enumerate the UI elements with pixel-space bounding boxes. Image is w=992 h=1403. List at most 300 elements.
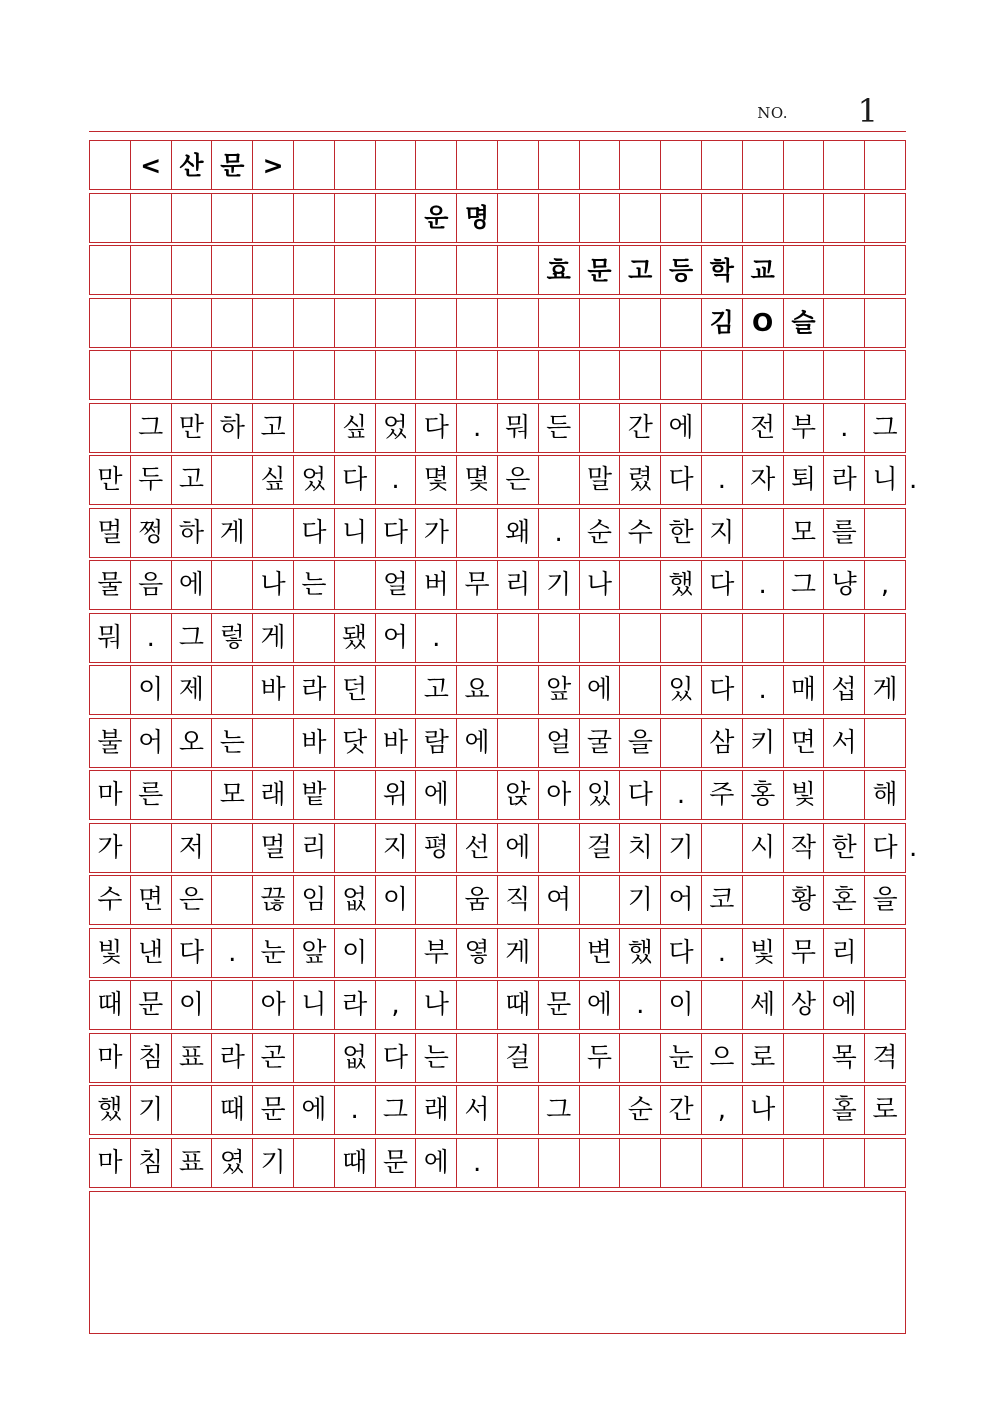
- manuscript-cell: 나: [253, 561, 294, 609]
- manuscript-cell: 끊: [253, 876, 294, 924]
- manuscript-cell: 었: [294, 456, 335, 504]
- manuscript-cell: 명: [457, 194, 498, 242]
- manuscript-cell: [498, 719, 539, 767]
- manuscript-cell: 굴: [580, 719, 621, 767]
- manuscript-cell: [294, 1034, 335, 1082]
- manuscript-cell: [294, 299, 335, 347]
- manuscript-cell: 를: [824, 509, 865, 557]
- overflow-punctuation: .: [909, 832, 918, 863]
- manuscript-cell: [865, 246, 906, 294]
- manuscript-cell: [661, 141, 702, 189]
- manuscript-cell: 제: [172, 666, 213, 714]
- manuscript-cell: 위: [376, 771, 417, 819]
- manuscript-row: [89, 508, 906, 558]
- manuscript-row: [89, 823, 918, 873]
- manuscript-cell: 표: [172, 1139, 213, 1187]
- manuscript-cell: [335, 299, 376, 347]
- manuscript-cell: [580, 1086, 621, 1134]
- manuscript-cell: 옇: [457, 929, 498, 977]
- manuscript-row: [89, 613, 906, 663]
- manuscript-cell: [784, 141, 825, 189]
- manuscript-cell: 해: [865, 771, 906, 819]
- manuscript-cell: [702, 194, 743, 242]
- manuscript-cell: [335, 351, 376, 399]
- manuscript-cell: [498, 194, 539, 242]
- manuscript-cell: 다: [865, 824, 906, 872]
- manuscript-cell: 아: [253, 981, 294, 1029]
- manuscript-cell: 그: [131, 404, 172, 452]
- manuscript-cell: 렸: [620, 456, 661, 504]
- manuscript-cell: 에: [580, 981, 621, 1029]
- manuscript-cell: [172, 1086, 213, 1134]
- manuscript-cell: 주: [702, 771, 743, 819]
- manuscript-cell: 간: [661, 1086, 702, 1134]
- manuscript-cell: 바: [253, 666, 294, 714]
- manuscript-cell: [539, 1034, 580, 1082]
- manuscript-cell: 침: [131, 1139, 172, 1187]
- manuscript-cell: [212, 456, 253, 504]
- manuscript-row: [89, 193, 906, 243]
- overflow-punctuation: .: [909, 465, 918, 495]
- manuscript-cell: 니: [294, 981, 335, 1029]
- manuscript-cell: 몇: [457, 456, 498, 504]
- manuscript-cell: [702, 141, 743, 189]
- manuscript-cell: [294, 404, 335, 452]
- manuscript-cell: 교: [743, 246, 784, 294]
- manuscript-cell: 든: [539, 404, 580, 452]
- manuscript-cell: [580, 141, 621, 189]
- manuscript-cell: [539, 824, 580, 872]
- manuscript-row: [89, 350, 906, 400]
- manuscript-cell: [90, 194, 131, 242]
- manuscript-row: [89, 875, 906, 925]
- manuscript-cell: 다: [620, 771, 661, 819]
- manuscript-cell: 문: [253, 1086, 294, 1134]
- manuscript-cell: [702, 614, 743, 662]
- manuscript-cell: [784, 1034, 825, 1082]
- manuscript-cell: 었: [376, 404, 417, 452]
- manuscript-cell: 이: [335, 929, 376, 977]
- manuscript-cell: 했: [90, 1086, 131, 1134]
- manuscript-cell: 여: [539, 876, 580, 924]
- manuscript-cell: 게: [253, 614, 294, 662]
- manuscript-cell: [457, 351, 498, 399]
- manuscript-cell: 래: [253, 771, 294, 819]
- manuscript-cell: 김: [702, 299, 743, 347]
- manuscript-cell: 표: [172, 1034, 213, 1082]
- manuscript-cell: 리: [294, 824, 335, 872]
- manuscript-cell: [90, 404, 131, 452]
- manuscript-cell: 어: [376, 614, 417, 662]
- manuscript-cell: 요: [457, 666, 498, 714]
- manuscript-cell: [212, 299, 253, 347]
- manuscript-cell: [539, 456, 580, 504]
- manuscript-cell: 버: [416, 561, 457, 609]
- manuscript-row: [89, 1033, 906, 1083]
- manuscript-cell: [498, 1139, 539, 1187]
- manuscript-cell: 산: [172, 141, 213, 189]
- manuscript-cell: 에: [416, 1139, 457, 1187]
- manuscript-cell: [212, 666, 253, 714]
- manuscript-cell: [620, 1139, 661, 1187]
- manuscript-cell: 이: [661, 981, 702, 1029]
- page-number-value: 1: [857, 92, 878, 130]
- manuscript-cell: 냥: [824, 561, 865, 609]
- manuscript-cell: [498, 141, 539, 189]
- manuscript-cell: [661, 1139, 702, 1187]
- manuscript-cell: 낸: [131, 929, 172, 977]
- manuscript-cell: 닷: [335, 719, 376, 767]
- manuscript-cell: 멀: [253, 824, 294, 872]
- manuscript-row: [89, 403, 906, 453]
- manuscript-cell: 다: [702, 666, 743, 714]
- manuscript-cell: .: [539, 509, 580, 557]
- manuscript-cell: 마: [90, 1034, 131, 1082]
- manuscript-cell: 니: [335, 509, 376, 557]
- manuscript-cell: [743, 614, 784, 662]
- manuscript-cell: 평: [416, 824, 457, 872]
- manuscript-cell: 오: [172, 719, 213, 767]
- manuscript-cell: 퇴: [784, 456, 825, 504]
- manuscript-cell: 에: [172, 561, 213, 609]
- manuscript-cell: [416, 141, 457, 189]
- manuscript-cell: 앞: [539, 666, 580, 714]
- manuscript-cell: [294, 194, 335, 242]
- manuscript-cell: [131, 299, 172, 347]
- manuscript-cell: 상: [784, 981, 825, 1029]
- manuscript-cell: 음: [131, 561, 172, 609]
- manuscript-cell: 몇: [416, 456, 457, 504]
- manuscript-cell: 다: [376, 1034, 417, 1082]
- manuscript-cell: [539, 1139, 580, 1187]
- manuscript-cell: 바: [376, 719, 417, 767]
- manuscript-cell: [580, 299, 621, 347]
- manuscript-cell: 아: [539, 771, 580, 819]
- manuscript-cell: 면: [784, 719, 825, 767]
- manuscript-cell: 부: [784, 404, 825, 452]
- manuscript-cell: 게: [498, 929, 539, 977]
- manuscript-cell: 임: [294, 876, 335, 924]
- manuscript-cell: 기: [620, 876, 661, 924]
- manuscript-cell: [131, 351, 172, 399]
- manuscript-cell: [335, 561, 376, 609]
- manuscript-cell: [457, 981, 498, 1029]
- manuscript-cell: 다: [335, 456, 376, 504]
- manuscript-cell: 그: [376, 1086, 417, 1134]
- manuscript-cell: 했: [661, 561, 702, 609]
- manuscript-cell: 무: [457, 561, 498, 609]
- manuscript-cell: 전: [743, 404, 784, 452]
- manuscript-cell: 얼: [376, 561, 417, 609]
- manuscript-cell: [743, 351, 784, 399]
- manuscript-cell: 래: [416, 1086, 457, 1134]
- manuscript-row: [89, 298, 906, 348]
- manuscript-cell: 작: [784, 824, 825, 872]
- manuscript-cell: [824, 1139, 865, 1187]
- manuscript-cell: 두: [580, 1034, 621, 1082]
- manuscript-cell: [212, 194, 253, 242]
- manuscript-cell: 모: [784, 509, 825, 557]
- manuscript-cell: [294, 141, 335, 189]
- manuscript-cell: 목: [824, 1034, 865, 1082]
- manuscript-cell: 슬: [784, 299, 825, 347]
- manuscript-cell: [539, 614, 580, 662]
- manuscript-cell: [212, 824, 253, 872]
- manuscript-cell: [376, 141, 417, 189]
- manuscript-cell: [294, 1139, 335, 1187]
- manuscript-cell: [620, 141, 661, 189]
- manuscript-cell: 말: [580, 456, 621, 504]
- manuscript-cell: [131, 824, 172, 872]
- manuscript-cell: 두: [131, 456, 172, 504]
- manuscript-cell: 어: [131, 719, 172, 767]
- manuscript-cell: 있: [661, 666, 702, 714]
- manuscript-cell: 람: [416, 719, 457, 767]
- manuscript-cell: [253, 299, 294, 347]
- manuscript-cell: 운: [416, 194, 457, 242]
- manuscript-cell: 바: [294, 719, 335, 767]
- manuscript-cell: 효: [539, 246, 580, 294]
- manuscript-cell: 하: [172, 509, 213, 557]
- manuscript-cell: 뭐: [90, 614, 131, 662]
- manuscript-cell: 선: [457, 824, 498, 872]
- manuscript-cell: [416, 246, 457, 294]
- manuscript-cell: 다: [376, 509, 417, 557]
- manuscript-cell: 물: [90, 561, 131, 609]
- manuscript-cell: 빛: [743, 929, 784, 977]
- manuscript-cell: 순: [620, 1086, 661, 1134]
- manuscript-cell: 움: [457, 876, 498, 924]
- manuscript-cell: 빛: [90, 929, 131, 977]
- manuscript-cell: [253, 246, 294, 294]
- manuscript-cell: 라: [294, 666, 335, 714]
- manuscript-cell: [824, 771, 865, 819]
- manuscript-cell: 로: [743, 1034, 784, 1082]
- manuscript-cell: [335, 824, 376, 872]
- manuscript-cell: [824, 194, 865, 242]
- manuscript-row: [89, 560, 906, 610]
- manuscript-cell: [865, 351, 906, 399]
- manuscript-cell: 지: [376, 824, 417, 872]
- manuscript-cell: 고: [172, 456, 213, 504]
- manuscript-cell: [661, 351, 702, 399]
- manuscript-cell: 른: [131, 771, 172, 819]
- manuscript-cell: 으: [702, 1034, 743, 1082]
- manuscript-cell: 학: [702, 246, 743, 294]
- manuscript-cell: 다: [661, 929, 702, 977]
- manuscript-cell: 간: [620, 404, 661, 452]
- manuscript-cell: 기: [661, 824, 702, 872]
- manuscript-cell: 나: [743, 1086, 784, 1134]
- manuscript-cell: [784, 1139, 825, 1187]
- manuscript-cell: 걸: [498, 1034, 539, 1082]
- manuscript-cell: 고: [253, 404, 294, 452]
- manuscript-cell: 다: [294, 509, 335, 557]
- manuscript-row: [89, 980, 906, 1030]
- manuscript-cell: 고: [416, 666, 457, 714]
- manuscript-cell: 다: [416, 404, 457, 452]
- manuscript-cell: <: [131, 141, 172, 189]
- manuscript-cell: 자: [743, 456, 784, 504]
- manuscript-cell: 치: [620, 824, 661, 872]
- manuscript-cell: 세: [743, 981, 784, 1029]
- manuscript-cell: 멀: [90, 509, 131, 557]
- manuscript-cell: 한: [661, 509, 702, 557]
- manuscript-cell: [620, 1034, 661, 1082]
- manuscript-cell: [865, 719, 906, 767]
- manuscript-cell: [824, 141, 865, 189]
- manuscript-cell: 수: [620, 509, 661, 557]
- manuscript-cell: 홀: [824, 1086, 865, 1134]
- manuscript-cell: [498, 1086, 539, 1134]
- manuscript-cell: 문: [131, 981, 172, 1029]
- manuscript-cell: [620, 194, 661, 242]
- manuscript-cell: 변: [580, 929, 621, 977]
- manuscript-cell: [743, 194, 784, 242]
- manuscript-cell: [784, 1086, 825, 1134]
- manuscript-cell: 밭: [294, 771, 335, 819]
- manuscript-cell: 은: [498, 456, 539, 504]
- manuscript-cell: [172, 351, 213, 399]
- manuscript-cell: 리: [824, 929, 865, 977]
- manuscript-cell: [294, 614, 335, 662]
- manuscript-cell: [784, 246, 825, 294]
- manuscript-cell: [539, 929, 580, 977]
- manuscript-cell: 매: [784, 666, 825, 714]
- manuscript-cell: [376, 666, 417, 714]
- manuscript-cell: [212, 246, 253, 294]
- manuscript-cell: 뭐: [498, 404, 539, 452]
- manuscript-cell: 무: [784, 929, 825, 977]
- manuscript-row: [89, 1138, 906, 1188]
- manuscript-cell: 는: [416, 1034, 457, 1082]
- manuscript-cell: 얼: [539, 719, 580, 767]
- manuscript-cell: [580, 404, 621, 452]
- manuscript-cell: 게: [865, 666, 906, 714]
- manuscript-cell: 앞: [294, 929, 335, 977]
- manuscript-cell: 만: [90, 456, 131, 504]
- manuscript-cell: [498, 246, 539, 294]
- manuscript-cell: 는: [294, 561, 335, 609]
- manuscript-cell: 됐: [335, 614, 376, 662]
- manuscript-cell: [376, 194, 417, 242]
- manuscript-cell: 없: [335, 1034, 376, 1082]
- manuscript-cell: .: [661, 771, 702, 819]
- manuscript-cell: 섭: [824, 666, 865, 714]
- manuscript-cell: [580, 876, 621, 924]
- manuscript-cell: [376, 246, 417, 294]
- manuscript-cell: [131, 194, 172, 242]
- manuscript-cell: [865, 194, 906, 242]
- manuscript-cell: 을: [865, 876, 906, 924]
- manuscript-cell: [620, 561, 661, 609]
- manuscript-cell: [661, 299, 702, 347]
- manuscript-cell: [335, 141, 376, 189]
- manuscript-cell: 나: [580, 561, 621, 609]
- manuscript-cell: 다: [661, 456, 702, 504]
- manuscript-cell: 문: [376, 1139, 417, 1187]
- manuscript-cell: .: [457, 404, 498, 452]
- manuscript-cell: [457, 1034, 498, 1082]
- manuscript-cell: 로: [865, 1086, 906, 1134]
- manuscript-cell: 이: [172, 981, 213, 1029]
- manuscript-cell: 라: [335, 981, 376, 1029]
- manuscript-cell: [702, 404, 743, 452]
- manuscript-row: [89, 770, 906, 820]
- manuscript-cell: 때: [498, 981, 539, 1029]
- manuscript-cell: 는: [212, 719, 253, 767]
- empty-tail-area: [89, 1191, 906, 1335]
- manuscript-cell: 서: [824, 719, 865, 767]
- manuscript-cell: [90, 351, 131, 399]
- manuscript-row: [89, 665, 906, 715]
- manuscript-cell: 때: [212, 1086, 253, 1134]
- manuscript-cell: .: [376, 456, 417, 504]
- manuscript-cell: [743, 509, 784, 557]
- manuscript-cell: 없: [335, 876, 376, 924]
- manuscript-cell: [416, 351, 457, 399]
- manuscript-cell: 가: [90, 824, 131, 872]
- manuscript-cell: 에: [457, 719, 498, 767]
- manuscript-cell: [212, 876, 253, 924]
- manuscript-cell: 걸: [580, 824, 621, 872]
- manuscript-cell: .: [335, 1086, 376, 1134]
- manuscript-cell: [743, 876, 784, 924]
- manuscript-cell: 고: [620, 246, 661, 294]
- manuscript-cell: 그: [865, 404, 906, 452]
- manuscript-cell: 하: [212, 404, 253, 452]
- manuscript-cell: .: [416, 614, 457, 662]
- manuscript-cell: 나: [416, 981, 457, 1029]
- manuscript-cell: 라: [212, 1034, 253, 1082]
- manuscript-cell: [784, 614, 825, 662]
- manuscript-row: [89, 455, 918, 505]
- manuscript-cell: 그: [784, 561, 825, 609]
- manuscript-cell: [702, 981, 743, 1029]
- manuscript-cell: [212, 351, 253, 399]
- manuscript-cell: .: [743, 561, 784, 609]
- manuscript-cell: 에: [498, 824, 539, 872]
- manuscript-cell: 어: [661, 876, 702, 924]
- manuscript-cell: .: [212, 929, 253, 977]
- manuscript-cell: [416, 299, 457, 347]
- manuscript-cell: [131, 246, 172, 294]
- manuscript-cell: [539, 299, 580, 347]
- manuscript-cell: ,: [376, 981, 417, 1029]
- manuscript-cell: [335, 771, 376, 819]
- manuscript-cell: 불: [90, 719, 131, 767]
- manuscript-cell: [865, 929, 906, 977]
- manuscript-cell: [498, 299, 539, 347]
- manuscript-cell: 서: [457, 1086, 498, 1134]
- header-divider-rule: [89, 131, 906, 132]
- manuscript-cell: [498, 614, 539, 662]
- page-number-label: NO.: [757, 104, 788, 122]
- manuscript-cell: [212, 981, 253, 1029]
- manuscript-cell: 쩡: [131, 509, 172, 557]
- manuscript-cell: [661, 614, 702, 662]
- manuscript-cell: 기: [131, 1086, 172, 1134]
- manuscript-cell: 한: [824, 824, 865, 872]
- manuscript-cell: [90, 246, 131, 294]
- manuscript-cell: 빛: [784, 771, 825, 819]
- manuscript-cell: 부: [416, 929, 457, 977]
- manuscript-cell: [335, 246, 376, 294]
- manuscript-cell: 싶: [335, 404, 376, 452]
- manuscript-cell: 등: [661, 246, 702, 294]
- manuscript-cell: 문: [539, 981, 580, 1029]
- manuscript-cell: [253, 509, 294, 557]
